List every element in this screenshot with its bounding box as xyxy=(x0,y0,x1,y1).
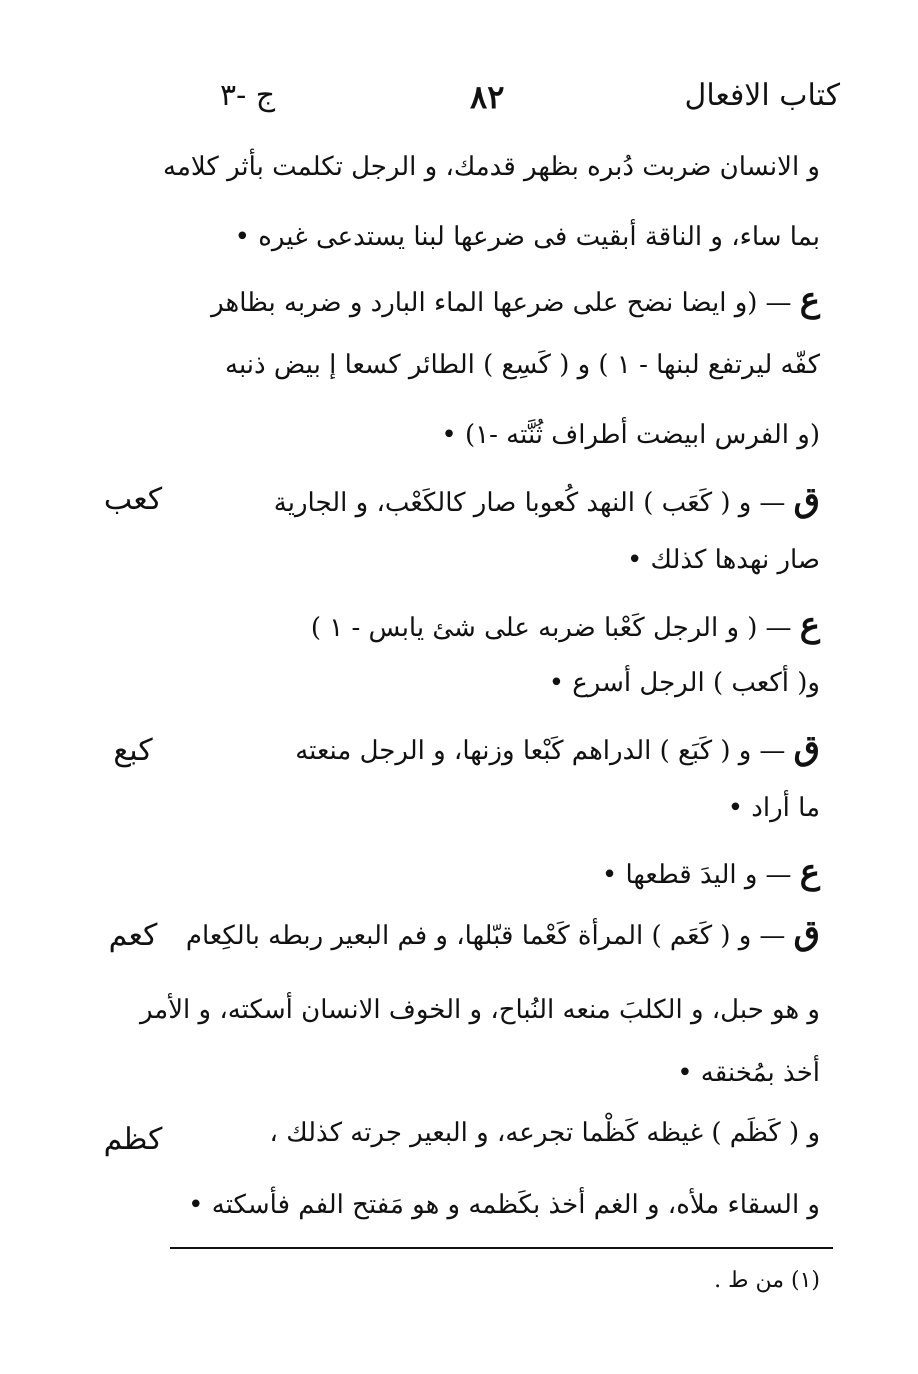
entry-marker: ع — xyxy=(765,280,820,320)
entry-marker: ق — xyxy=(759,480,820,520)
text-line: صار نهدها كذلك • xyxy=(626,545,820,575)
text-line: ع —( و الرجل كَعْبا ضربه على شئ يابس - ١ ) xyxy=(311,605,820,645)
footnote: (١) من ط . xyxy=(714,1268,820,1293)
entry-marker: ع — xyxy=(765,852,820,892)
margin-headword: كظم xyxy=(103,1122,163,1157)
entry-marker: ق — xyxy=(759,728,820,768)
text-line: و السقاء ملأه، و الغم أخذ بكَظمه و هو مَفتح الفم فأسكته • xyxy=(188,1190,820,1220)
margin-headword: كعب xyxy=(103,482,163,517)
text-line: ق —و ( كَبَع ) الدراهم كَبْعا وزنها، و الرجل منعته xyxy=(295,728,820,768)
text-line: كفّه ليرتفع لبنها - ١ ) و ( كَسِع ) الطائر كسعا إ بيض ذنبه xyxy=(225,350,820,380)
text-line: و هو حبل، و الكلبَ منعه النُباح، و الخوف الانسان أسكته، و الأمر xyxy=(139,995,820,1025)
entry-marker: ق — xyxy=(759,913,820,953)
text-line: و الانسان ضربت دُبره بظهر قدمك، و الرجل تكلمت بأثر كلامه xyxy=(163,152,820,182)
margin-headword: كعم xyxy=(108,918,158,953)
text-line: (و الفرس ابيضت أطراف ثُنَّته -١) • xyxy=(441,420,820,450)
text-line: ع —(و ايضا نضح على ضرعها الماء البارد و ضربه بظاهر xyxy=(211,280,820,320)
volume-label: ج -٣ xyxy=(220,78,276,113)
text-line: ما أراد • xyxy=(727,793,820,823)
margin-headword: كبع xyxy=(113,733,153,768)
page-header xyxy=(200,78,840,128)
text-line: و ( كَظَم ) غيظه كَظْما تجرعه، و البعير جرته كذلك ، xyxy=(269,1118,820,1148)
text-line: ع —و اليدَ قطعها • xyxy=(602,852,820,892)
text-line: بما ساء، و الناقة أبقيت فى ضرعها لبنا يستدعى غيره • xyxy=(234,222,820,252)
text-line: أخذ بمُخنقه • xyxy=(677,1058,820,1088)
book-title: كتاب الافعال xyxy=(684,78,840,113)
text-line: ق —و ( كَعَم ) المرأة كَعْما قبّلها، و فم البعير ربطه بالكِعام xyxy=(186,913,820,953)
entry-marker: ع — xyxy=(765,605,820,645)
text-line: و( أكعب ) الرجل أسرع • xyxy=(548,668,820,698)
page-number: ٨٢ xyxy=(470,78,505,116)
footnote-divider xyxy=(170,1247,833,1249)
text-line: ق —و ( كَعَب ) النهد كُعوبا صار كالكَعْب، و الجارية xyxy=(274,480,820,520)
